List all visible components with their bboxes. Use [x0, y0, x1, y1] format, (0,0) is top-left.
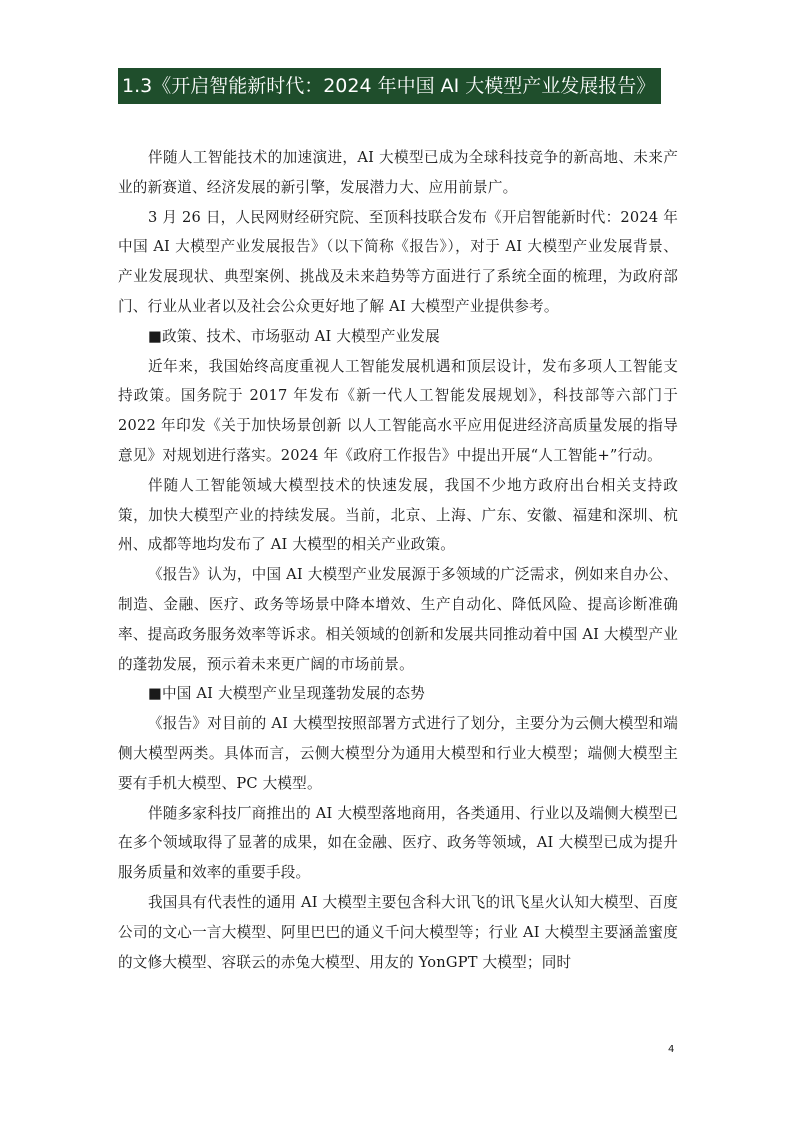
paragraph-demand: 《报告》认为，中国 AI 大模型产业发展源于多领域的广泛需求，例如来自办公、制造、金融、医疗、政务等场景中降本增效、生产自动化、降低风险、提高诊断准确率、提高政务服务效率等诉求。相关领域的创新和发展共同推动着中国 AI 大模型产业的蓬勃发展，预示着未来更广阔的市场前景。 [118, 566, 678, 673]
paragraph-report-release: 3 月 26 日，人民网财经研究院、至顶科技联合发布《开启智能新时代：2024 年中国 AI 大模型产业发展报告》（以下简称《报告》），对于 AI 大模型产业发展背景、产业发展现状、典型案例、挑战及未来趋势等方面进行了系统全面的梳理，为政府部门、行业从业者以及社会公众更好地了解 AI 大模型产业提供参考。 [118, 208, 678, 315]
paragraph-representative-models: 我国具有代表性的通用 AI 大模型主要包含科大讯飞的讯飞星火认知大模型、百度公司的文心一言大模型、阿里巴巴的通义千问大模型等；行业 AI 大模型主要涵盖蜜度的文修大模型、容联云的赤兔大模型、用友的 YonGPT 大模型；同时 [118, 893, 678, 971]
paragraph-commercialization: 伴随多家科技厂商推出的 AI 大模型落地商用，各类通用、行业以及端侧大模型已在多个领域取得了显著的成果，如在金融、医疗、政务等领域，AI 大模型已成为提升服务质量和效率的重要手段。 [118, 804, 678, 882]
page-number: 4 [668, 1044, 675, 1055]
subheading-policy-drivers: ■政策、技术、市场驱动 AI 大模型产业发展 [148, 327, 440, 345]
paragraph-intro: 伴随人工智能技术的加速演进，AI 大模型已成为全球科技竞争的新高地、未来产业的新赛道、经济发展的新引擎，发展潜力大、应用前景广。 [118, 149, 678, 196]
paragraph-classification: 《报告》对目前的 AI 大模型按照部署方式进行了划分，主要分为云侧大模型和端侧大模型两类。具体而言，云侧大模型分为通用大模型和行业大模型；端侧大模型主要有手机大模型、PC 大模型。 [118, 715, 678, 792]
paragraph-policy: 近年来，我国始终高度重视人工智能发展机遇和顶层设计，发布多项人工智能支持政策。国务院于 2017 年发布《新一代人工智能发展规划》，科技部等六部门于 2022 年印发《关于加快场景创新 以人工智能高水平应用促进经济高质量发展的指导意见》对规划进行落实。2024 年《政府工作报告》中提出开展“人工智能+”行动。 [118, 357, 678, 464]
section-title: 1.3《开启智能新时代：2024 年中国 AI 大模型产业发展报告》 [118, 68, 661, 104]
paragraph-local-policy: 伴随人工智能领域大模型技术的快速发展，我国不少地方政府出台相关支持政策，加快大模型产业的持续发展。当前，北京、上海、广东、安徽、福建和深圳、杭州、成都等地均发布了 AI 大模型的相关产业政策。 [118, 476, 678, 554]
subheading-industry-growth: ■中国 AI 大模型产业呈现蓬勃发展的态势 [148, 685, 426, 703]
article-body [118, 143, 678, 977]
